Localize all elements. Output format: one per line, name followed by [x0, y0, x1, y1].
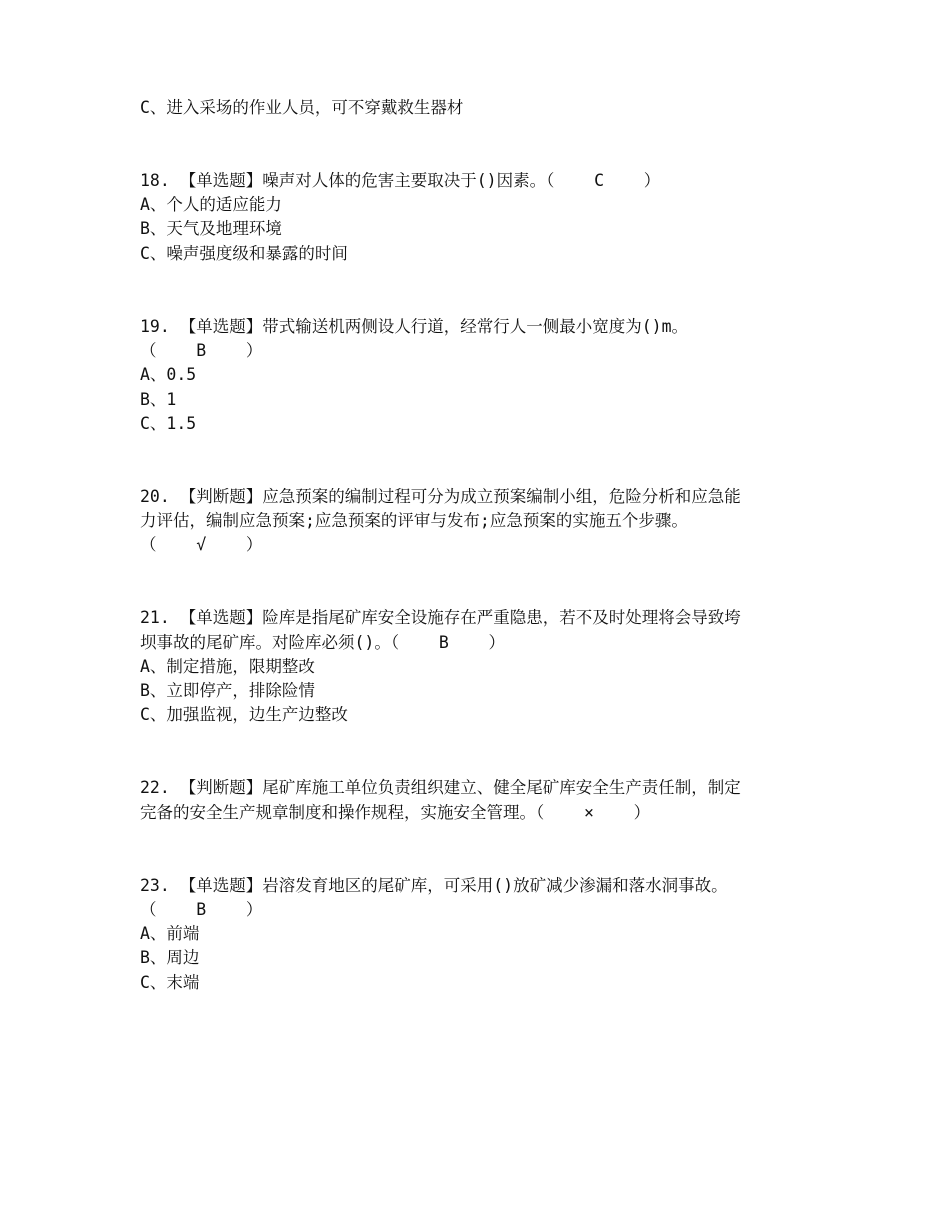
answer: （ B ） [140, 899, 263, 919]
option-b: B、立即停产，排除险情 [140, 681, 315, 701]
spacer [140, 825, 830, 874]
spacer [140, 266, 830, 315]
question-22 [140, 776, 830, 825]
answer: （ √ ） [140, 535, 263, 555]
option-a: A、制定措施，限期整改 [140, 656, 315, 676]
option-c: C、1.5 [140, 413, 197, 433]
question-17-tail [140, 96, 830, 120]
question-stem: 18. 【单选题】噪声对人体的危害主要取决于()因素。（ C ） [140, 170, 661, 190]
option-b: B、周边 [140, 948, 200, 968]
option-b: B、1 [140, 389, 177, 409]
question-18 [140, 169, 830, 266]
spacer [140, 436, 830, 485]
question-stem: 22. 【判断题】尾矿库施工单位负责组织建立、健全尾矿库安全生产责任制，制定 [140, 778, 741, 798]
option-c: C、加强监视，边生产边整改 [140, 705, 348, 725]
question-stem: 21. 【单选题】险库是指尾矿库安全设施存在严重隐患，若不及时处理将会导致垮 [140, 608, 741, 628]
question-21 [140, 606, 830, 727]
document-page [140, 96, 830, 995]
option-b: B、天气及地理环境 [140, 219, 282, 239]
question-stem: 20. 【判断题】应急预案的编制过程可分为成立预案编制小组，危险分析和应急能 [140, 486, 741, 506]
question-stem: 坝事故的尾矿库。对险库必须()。（ B ） [140, 632, 506, 652]
option-c: C、进入采场的作业人员，可不穿戴救生器材 [140, 98, 464, 117]
question-stem: 完备的安全生产规章制度和操作规程，实施安全管理。（ × ） [140, 802, 651, 822]
question-19 [140, 315, 830, 436]
option-a: A、0.5 [140, 365, 197, 385]
question-stem: 力评估，编制应急预案;应急预案的评审与发布;应急预案的实施五个步骤。 [140, 511, 688, 531]
option-c: C、末端 [140, 972, 200, 992]
question-stem: 23. 【单选题】岩溶发育地区的尾矿库，可采用()放矿减少渗漏和落水洞事故。 [140, 875, 728, 895]
spacer [140, 120, 830, 169]
answer: （ B ） [140, 340, 263, 360]
spacer [140, 728, 830, 777]
spacer [140, 558, 830, 607]
option-a: A、前端 [140, 924, 200, 944]
question-20 [140, 485, 830, 558]
question-23 [140, 874, 830, 995]
option-c: C、噪声强度级和暴露的时间 [140, 243, 348, 263]
question-stem: 19. 【单选题】带式输送机两侧设人行道，经常行人一侧最小宽度为()m。 [140, 316, 689, 336]
option-a: A、个人的适应能力 [140, 195, 282, 215]
